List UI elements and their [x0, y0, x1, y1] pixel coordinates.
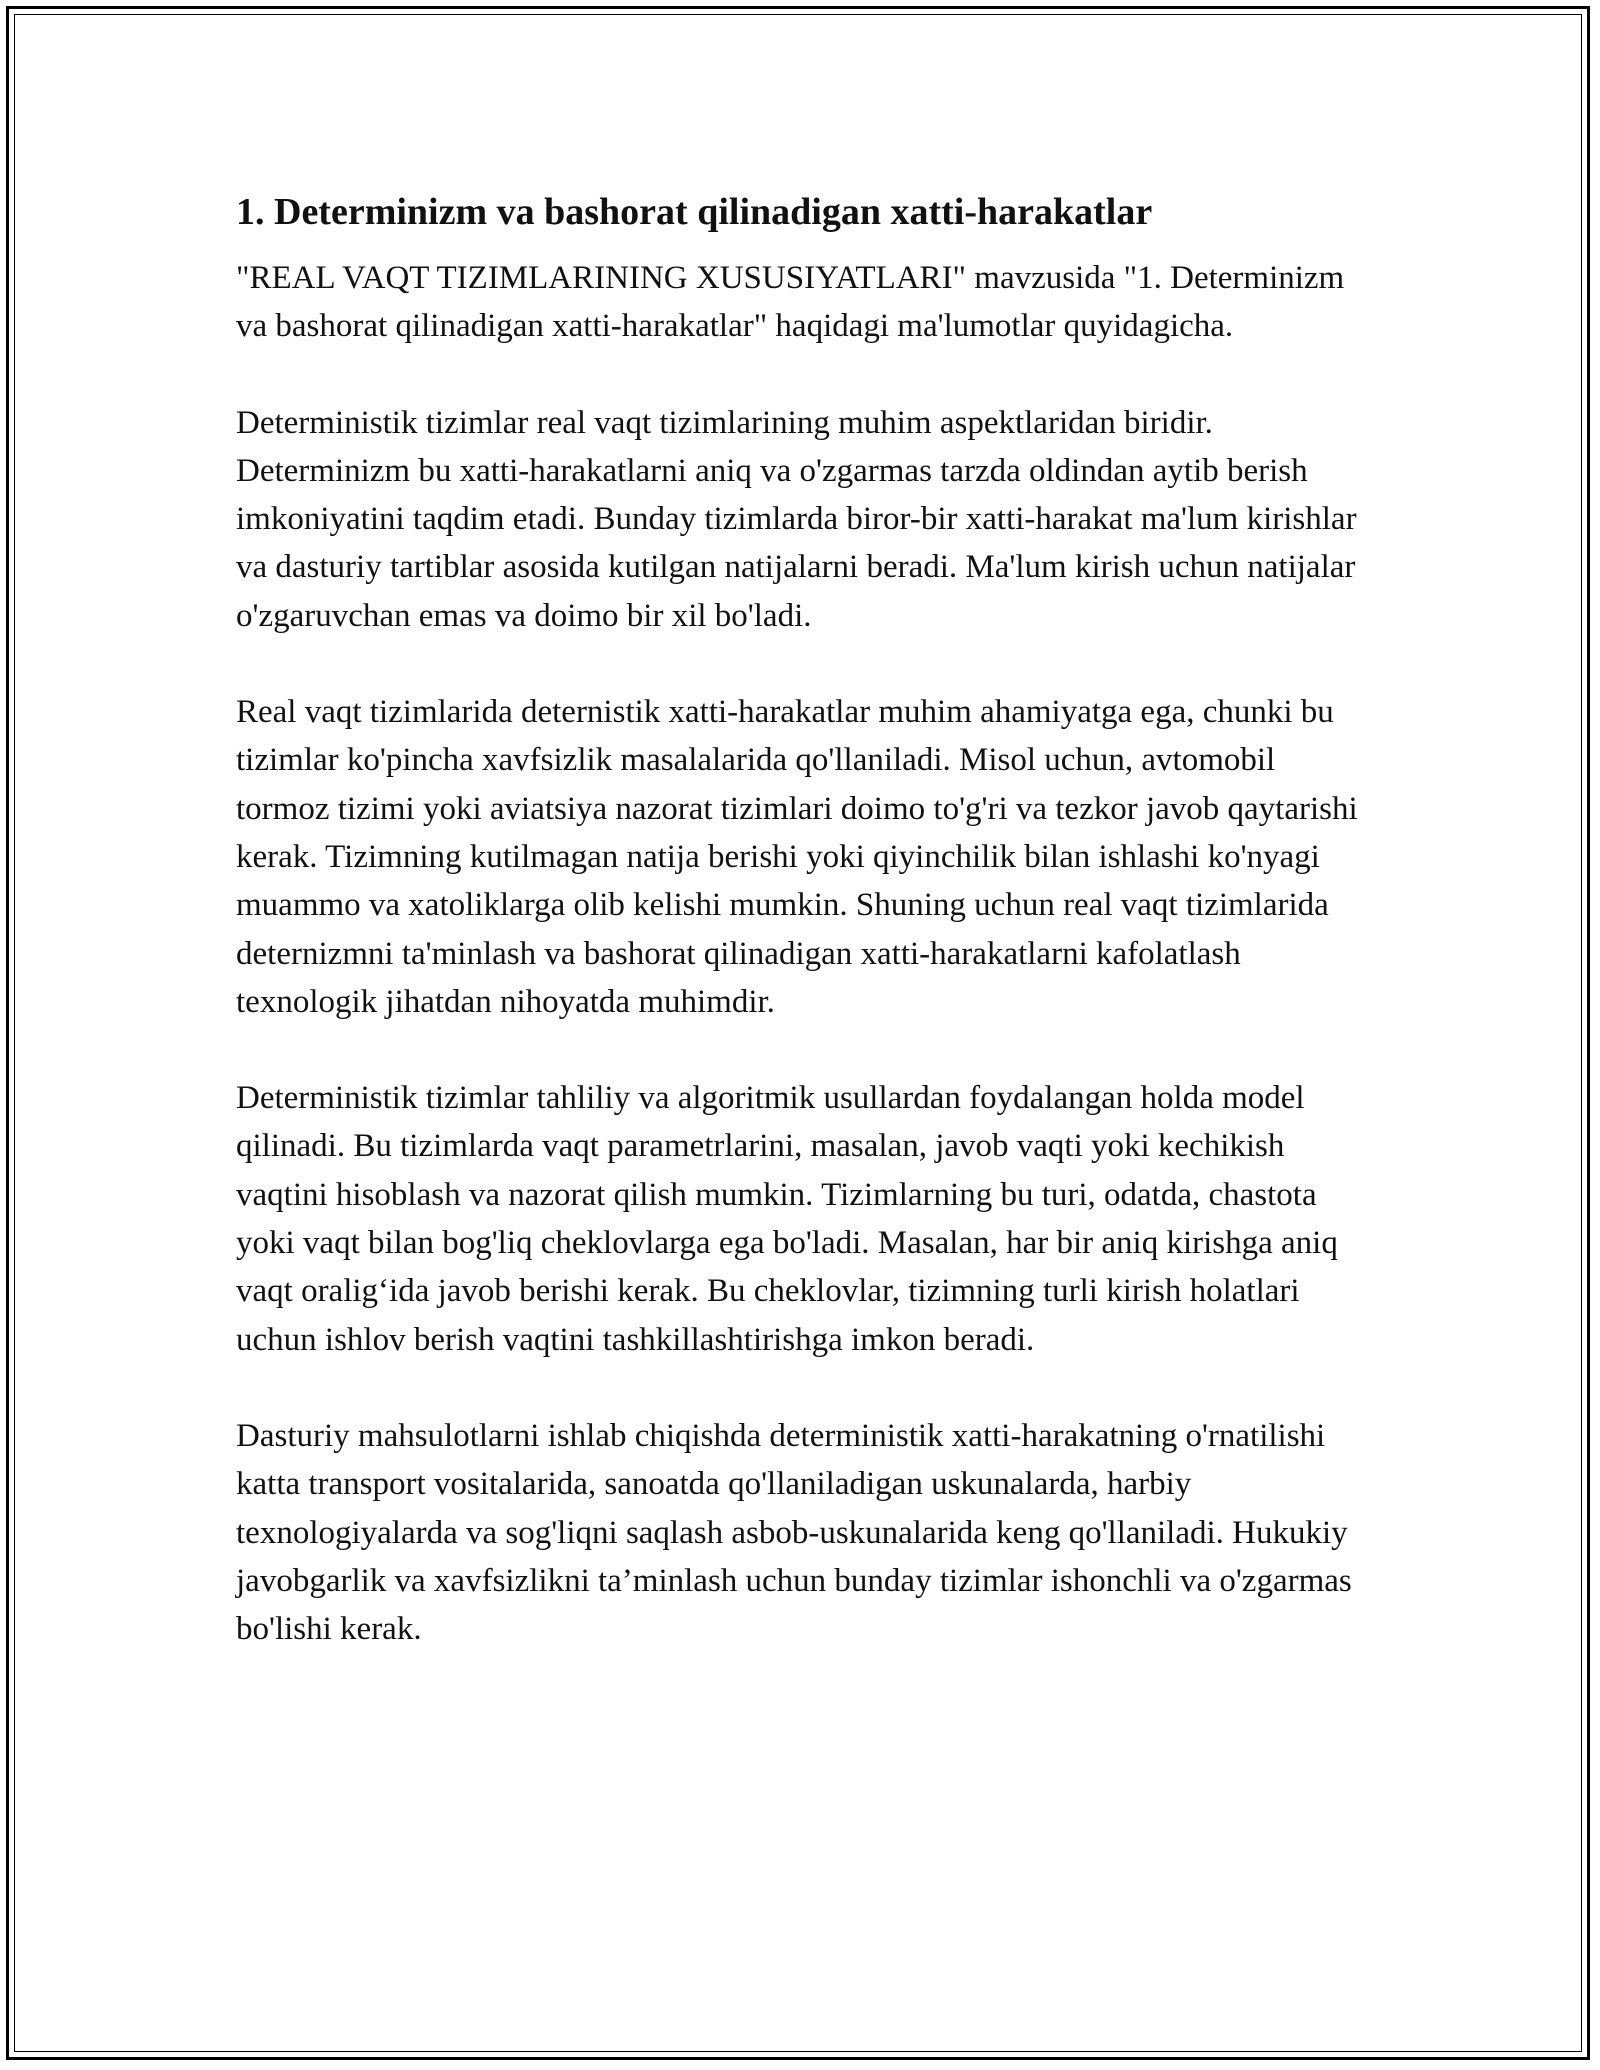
paragraph-deterministic-systems: Deterministik tizimlar real vaqt tizimlarining muhim aspektlaridan biridir. Determinizm bu xatti-harakatlarni aniq va o'zgarmas tarzda oldindan aytib berish imkoniyatini taqdim etadi. Bunday tizimlarda biror-bir xatti-harakat ma'lum kirishlar va dasturiy tartiblar asosida kutilgan natijalarni beradi. Ma'lum kirish uchun natijalar o'zgaruvchan emas va doimo bir xil bo'ladi. [236, 404, 1357, 634]
document-body [236, 188, 1376, 1701]
paragraph-modeling: Deterministik tizimlar tahliliy va algoritmik usullardan foydalangan holda model qilinadi. Bu tizimlarda vaqt parametrlarini, masalan, javob vaqti yoki kechikish vaqtini hisoblash va nazorat qilish mumkin. Tizimlarning bu turi, odatda, chastota yoki vaqt bilan bog'liq cheklovlarga ega bo'ladi. Masalan, har bir aniq kirishga aniq vaqt oralig‘ida javob berishi kerak. Bu cheklovlar, tizimning turli kirish holatlari uchun ishlov berish vaqtini tashkillashtirishga imkon beradi. [236, 1080, 1338, 1358]
paragraph-applications: Dasturiy mahsulotlarni ishlab chiqishda deterministik xatti-harakatning o'rnatilishi katta transport vositalarida, sanoatda qo'llaniladigan uskunalarda, harbiy texnologiyalarda va sog'liqni saqlash asbob-uskunalarida keng qo'llaniladi. Hukukiy javobgarlik va xavfsizlikni ta’minlash uchun bunday tizimlar ishonchli va o'zgarmas bo'lishi kerak. [236, 1417, 1352, 1648]
paragraph-intro: "REAL VAQT TIZIMLARINING XUSUSIYATLARI" mavzusida "1. Determinizm va bashorat qilinadigan xatti-harakatlar" haqidagi ma'lumotlar quyidagicha. [236, 260, 1345, 345]
paragraph-real-time-importance: Real vaqt tizimlarida deternistik xatti-harakatlar muhim ahamiyatga ega, chunki bu tizimlar ko'pincha xavfsizlik masalalarida qo'llaniladi. Misol uchun, avtomobil tormoz tizimi yoki aviatsiya nazorat tizimlari doimo to'g'ri va tezkor javob qaytarishi kerak. Tizimning kutilmagan natija berishi yoki qiyinchilik bilan ishlashi ko'nyagi muammo va xatoliklarga olib kelishi mumkin. Shuning uchun real vaqt tizimlarida deternizmni ta'minlash va bashorat qilinadigan xatti-harakatlarni kafolatlash texnologik jihatdan nihoyatda muhimdir. [236, 694, 1358, 1020]
document-title: 1. Determinizm va bashorat qilinadigan xatti-harakatlar [236, 191, 1153, 233]
